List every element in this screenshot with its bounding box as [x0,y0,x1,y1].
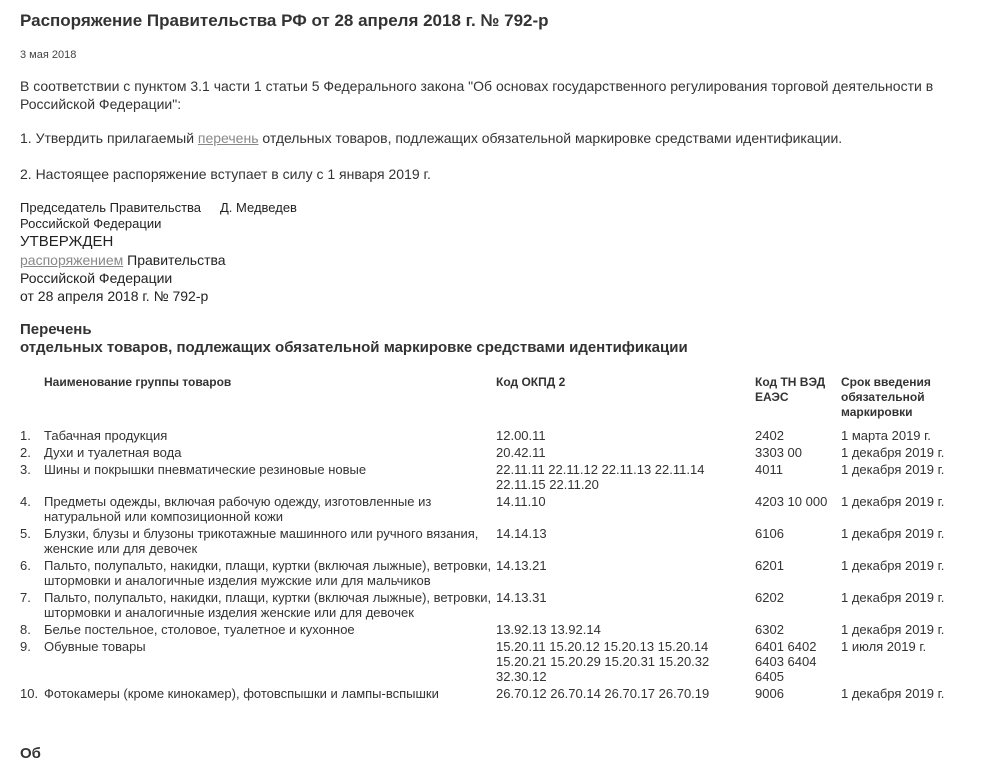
preamble-paragraph: В соответствии с пунктом 3.1 части 1 статьи 5 Федерального закона "Об основах государственного регулирования торговой деятельности в Российской Федерации": [20,78,934,112]
row-tn-ved: 4203 10 000 [755,494,828,509]
row-name: Пальто, полупальто, накидки, плащи, куртки (включая лыжные), ветровки, штормовки и аналогичные изделия мужские или для мальчиков [44,558,492,588]
row-tn-ved: 9006 [755,686,784,701]
row-tn-ved: 6302 [755,622,784,637]
row-number: 9. [20,639,31,654]
row-number: 8. [20,622,31,637]
row-number: 2. [20,445,31,460]
row-deadline: 1 июля 2019 г. [841,639,927,654]
signer-position [20,200,220,232]
row-number: 4. [20,494,31,509]
row-tn-ved: 4011 [755,462,783,477]
row-number: 3. [20,462,31,477]
table-row [18,428,963,445]
table-row [18,462,963,494]
header-name: Наименование группы товаров [44,375,232,389]
approved-label: УТВЕРЖДЕН [20,233,114,250]
row-deadline: 1 декабря 2019 г. [841,590,945,605]
row-name: Фотокамеры (кроме кинокамер), фотовспышки и лампы-вспышки [44,686,439,701]
table-row [18,622,963,639]
row-deadline: 1 декабря 2019 г. [841,558,945,573]
row-okpd: 22.11.11 22.11.12 22.11.13 22.11.14 22.11.15 22.11.20 [496,462,705,492]
row-name: Шины и покрышки пневматические резиновые новые [44,462,367,477]
row-okpd: 14.13.21 [496,558,547,573]
row-name: Духи и туалетная вода [44,445,182,460]
item-1-paragraph [20,129,842,147]
row-deadline: 1 декабря 2019 г. [841,526,945,541]
table-row [18,639,963,686]
row-name: Табачная продукция [44,428,168,443]
row-name: Пальто, полупальто, накидки, плащи, куртки (включая лыжные), ветровки, штормовки и аналогичные изделия женские или для девочек [44,590,492,620]
row-name: Белье постельное, столовое, туалетное и кухонное [44,622,355,637]
header-tn-ved: Код ТН ВЭД ЕАЭС [755,375,826,404]
row-okpd: 12.00.11 [496,428,546,443]
table-row [18,558,963,590]
order-link[interactable]: распоряжением [20,252,124,268]
header-deadline: Срок введения обязательной маркировки [841,375,931,419]
item-1-text-before: 1. Утвердить прилагаемый [20,130,198,146]
row-tn-ved: 6202 [755,590,784,605]
row-deadline: 1 декабря 2019 г. [841,622,945,637]
table-row [18,526,963,558]
table-row [18,445,963,462]
list-heading [20,321,688,357]
header-okpd: Код ОКПД 2 [496,375,566,389]
row-number: 6. [20,558,31,573]
row-okpd: 14.14.13 [496,526,547,541]
row-okpd: 15.20.11 15.20.12 15.20.13 15.20.14 15.20.21 15.20.29 15.20.31 15.20.32 32.30.12 [496,639,710,684]
goods-table [18,375,963,703]
row-tn-ved: 6106 [755,526,784,541]
publication-date: 3 мая 2018 [20,49,77,61]
table-header-row [18,375,963,428]
approved-text-1: Правительства [123,252,226,268]
row-tn-ved: 6201 [755,558,784,573]
row-number: 7. [20,590,31,605]
row-deadline: 1 декабря 2019 г. [841,462,945,477]
approved-line-1 [20,251,226,269]
row-okpd: 14.13.31 [496,590,547,605]
row-okpd: 13.92.13 13.92.14 [496,622,601,637]
list-heading-line-2: отдельных товаров, подлежащих обязательной маркировке средствами идентификации [20,339,688,356]
row-deadline: 1 декабря 2019 г. [841,686,945,701]
row-number: 1. [20,428,31,443]
signer-name: Д. Медведев [220,200,297,215]
table-body [18,428,963,703]
table-row [18,686,963,703]
signature-block [20,200,297,232]
row-okpd: 20.42.11 [496,445,546,460]
list-heading-line-1: Перечень [20,321,92,338]
table-row [18,494,963,526]
row-tn-ved: 2402 [755,428,784,443]
row-name: Предметы одежды, включая рабочую одежду, изготовленные из натуральной или композиционной кожи [44,494,432,524]
row-name: Блузки, блузы и блузоны трикотажные машинного или ручного вязания, женские или для девочек [44,526,479,556]
row-deadline: 1 марта 2019 г. [841,428,931,443]
row-tn-ved: 3303 00 [755,445,802,460]
row-deadline: 1 декабря 2019 г. [841,445,945,460]
approved-line-3: от 28 апреля 2018 г. № 792-р [20,288,209,304]
document-title: Распоряжение Правительства РФ от 28 апреля 2018 г. № 792-р [20,11,549,30]
item-2-paragraph: 2. Настоящее распоряжение вступает в силу с 1 января 2019 г. [20,166,431,182]
row-name: Обувные товары [44,639,146,654]
signer-position-line-2: Российской Федерации [20,216,162,231]
cut-off-text: Об [20,745,41,762]
table-row [18,590,963,622]
row-okpd: 26.70.12 26.70.14 26.70.17 26.70.19 [496,686,710,701]
row-okpd: 14.11.10 [496,494,546,509]
item-1-text-after: отдельных товаров, подлежащих обязательной маркировке средствами идентификации. [258,130,843,146]
signer-position-line-1: Председатель Правительства [20,200,202,215]
row-deadline: 1 декабря 2019 г. [841,494,945,509]
row-tn-ved: 6401 6402 6403 6404 6405 [755,639,817,684]
row-number: 5. [20,526,31,541]
approval-block [20,233,226,305]
header-num [18,375,42,428]
approved-line-2: Российской Федерации [20,270,173,286]
row-number: 10. [20,686,39,701]
list-link[interactable]: перечень [197,130,259,146]
